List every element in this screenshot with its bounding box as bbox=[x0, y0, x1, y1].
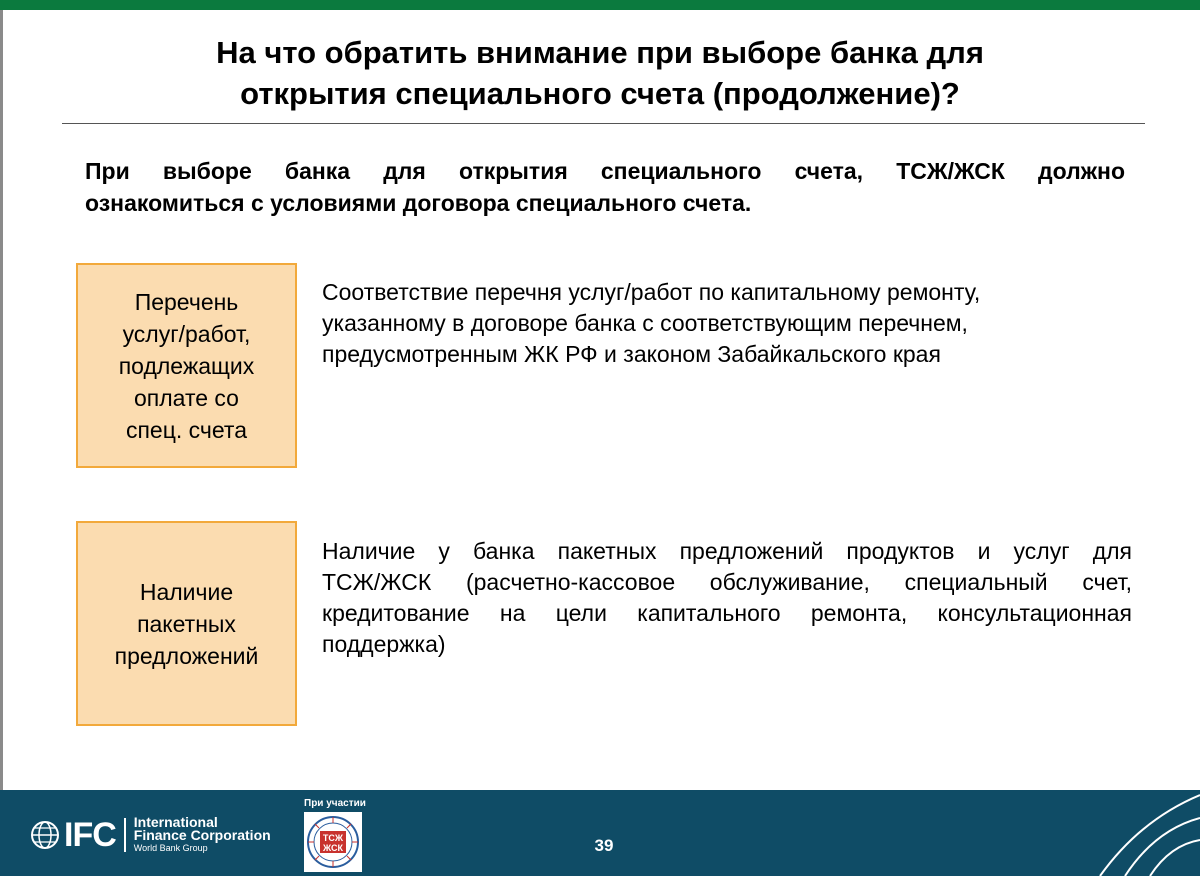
title-divider bbox=[62, 123, 1145, 124]
intro-line: ознакомиться с условиями договора специального счета. bbox=[85, 190, 752, 216]
left-edge-line bbox=[0, 10, 3, 790]
description-line: кредитование на цели капитального ремонта, консультационная bbox=[322, 600, 1132, 626]
criterion-label-line: Перечень bbox=[134, 288, 239, 315]
association-logo-icon bbox=[304, 812, 362, 872]
criterion-label-line: пакетных bbox=[137, 610, 236, 637]
description-line: ТСЖ/ЖСК (расчетно-кассовое обслуживание, специальный счет, bbox=[322, 569, 1132, 595]
ifc-name-line2: Finance Corporation bbox=[133, 826, 271, 843]
description-line: Соответствие перечня услуг/работ по капитальному ремонту, bbox=[322, 279, 981, 305]
criterion-label-line: спец. счета bbox=[125, 416, 247, 443]
criterion-box-services-list bbox=[76, 263, 297, 468]
description-line: указанному в договоре банка с соответствующим перечнем, bbox=[322, 310, 968, 336]
ifc-letters: IFC bbox=[64, 816, 116, 854]
criterion-description-package-offers bbox=[322, 536, 1132, 660]
ifc-name-line3: World Bank Group bbox=[133, 842, 208, 853]
partner-label: При участии bbox=[304, 798, 366, 809]
criterion-label-line: Наличие bbox=[139, 578, 234, 605]
criterion-description-services-list bbox=[322, 277, 1132, 370]
criterion-label-line: подлежащих bbox=[118, 352, 255, 379]
ifc-name-line1: International bbox=[133, 813, 218, 830]
description-line: Наличие у банка пакетных предложений продуктов и услуг для bbox=[322, 538, 1132, 564]
criterion-label-line: оплате со bbox=[134, 384, 239, 411]
partner-logo-text: ТСЖ bbox=[322, 833, 344, 843]
partner-logo-text: ЖСК bbox=[323, 843, 343, 853]
slide-title-line: открытия специального счета (продолжение)? bbox=[240, 76, 960, 111]
intro-paragraph bbox=[85, 155, 1125, 219]
slide-title bbox=[60, 32, 1140, 114]
description-line: поддержка) bbox=[322, 631, 446, 657]
globe-icon bbox=[30, 820, 60, 850]
description-line: предусмотренным ЖК РФ и законом Забайкальского края bbox=[322, 341, 941, 367]
decorative-swoosh bbox=[1070, 790, 1200, 876]
ifc-name bbox=[133, 813, 271, 855]
logo-divider bbox=[124, 818, 126, 852]
footer-bar bbox=[0, 790, 1200, 876]
criterion-label-line: услуг/работ, bbox=[122, 320, 251, 347]
top-accent-bar bbox=[0, 0, 1200, 10]
slide-title-line: На что обратить внимание при выборе банка для bbox=[216, 35, 984, 70]
ifc-logo bbox=[30, 813, 271, 854]
page-number: 39 bbox=[594, 836, 614, 855]
intro-line: При выборе банка для открытия специального счета, ТСЖ/ЖСК должно bbox=[85, 158, 1125, 184]
criterion-box-package-offers bbox=[76, 521, 297, 726]
criterion-label-line: предложений bbox=[114, 642, 259, 669]
